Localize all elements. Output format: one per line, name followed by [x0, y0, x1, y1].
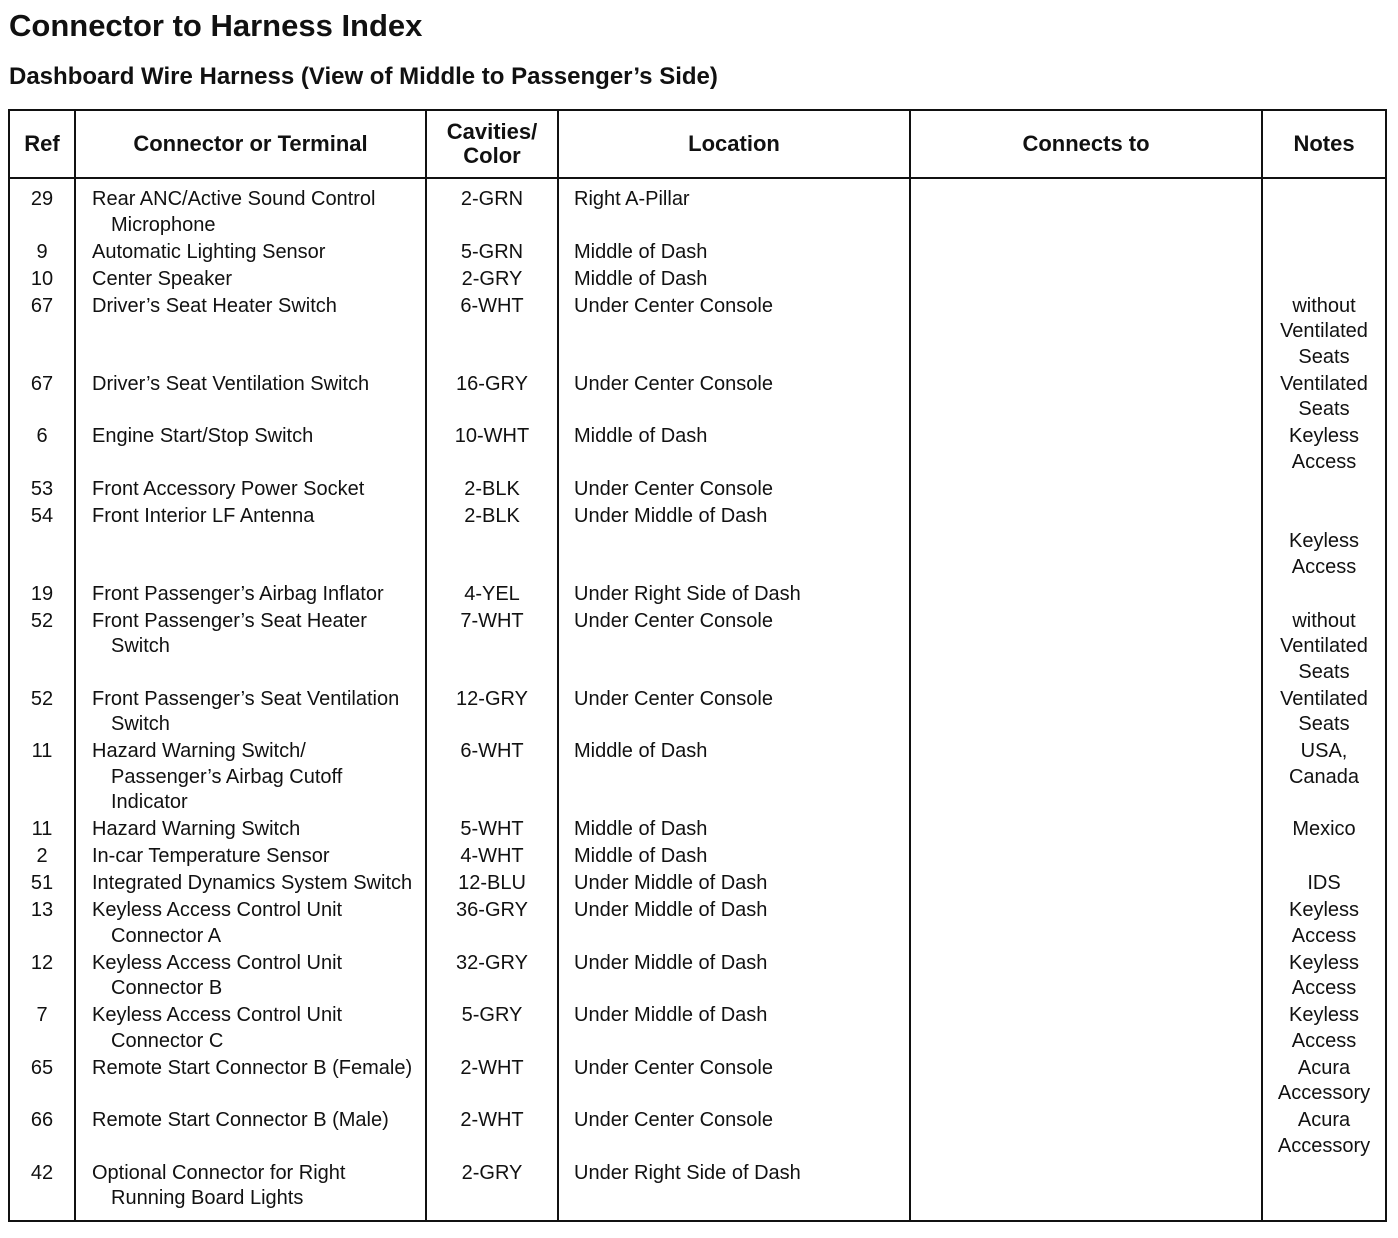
cell-location: Middle of Dash: [558, 424, 910, 477]
cell-connects-to: [910, 294, 1262, 372]
connector-name: Rear ANC/Active Sound Control Microphone: [92, 188, 376, 236]
cell-ref: 52: [30, 609, 54, 632]
notes-line: Keyless: [1288, 530, 1360, 552]
table-row: [9, 424, 1386, 477]
cell-notes: [1262, 294, 1386, 372]
connector-name: Hazard Warning Switch/ Passenger’s Airbag Cutoff Indicator: [92, 740, 343, 813]
table-row: [9, 1161, 1386, 1221]
cell-ref: 7: [36, 1004, 48, 1026]
cell-connects-to: [910, 178, 1262, 240]
cell-connector: [75, 844, 426, 871]
cell-connector: [75, 477, 426, 504]
notes-line: Accessory: [1277, 1082, 1371, 1104]
table-row: [9, 372, 1386, 425]
cell-cavities-color: 2-WHT: [426, 1108, 558, 1161]
cell-connector: [75, 817, 426, 844]
cell-notes: [1262, 951, 1386, 1004]
notes-line: Access: [1291, 977, 1357, 999]
cell-location: Under Center Console: [558, 372, 910, 425]
cell-connects-to: [910, 898, 1262, 951]
header-location: Location: [558, 110, 910, 178]
cell-notes: [1262, 609, 1386, 687]
table-row: [9, 1108, 1386, 1161]
connector-name: Driver’s Seat Ventilation Switch: [92, 372, 370, 395]
notes-line: Ventilated: [1280, 635, 1368, 657]
table-header-row: [9, 110, 1386, 178]
notes-line: Access: [1291, 924, 1357, 947]
table-row: [9, 739, 1386, 817]
cell-location: Right A-Pillar: [558, 178, 910, 240]
notes-line: Keyless: [1288, 425, 1360, 447]
cell-connects-to: [910, 504, 1262, 582]
table-row: [9, 817, 1386, 844]
cell-connector: [75, 504, 426, 582]
cell-cavities-color: 5-GRN: [426, 240, 558, 267]
table-row: [9, 504, 1386, 582]
notes-line: Acura: [1297, 1056, 1351, 1079]
notes-line: Accessory: [1277, 1134, 1371, 1157]
notes-line: Seats: [1298, 713, 1350, 735]
header-connects-to: Connects to: [910, 110, 1262, 178]
cell-location: Under Right Side of Dash: [558, 1161, 910, 1221]
table-row: [9, 844, 1386, 871]
cell-connector: [75, 424, 426, 477]
cell-notes: [1262, 178, 1386, 240]
notes-line: Acura: [1297, 1109, 1351, 1131]
cell-connector: [75, 240, 426, 267]
cell-ref: 10: [30, 267, 54, 290]
table-row: [9, 294, 1386, 372]
cell-notes: [1262, 687, 1386, 740]
cell-notes: [1262, 1003, 1386, 1056]
cell-ref: 13: [30, 899, 54, 921]
cell-notes: [1262, 424, 1386, 477]
connector-name: Front Passenger’s Seat Ventilation Switch: [92, 687, 400, 735]
cell-notes: [1262, 240, 1386, 267]
cell-ref: 67: [30, 294, 54, 317]
cell-connects-to: [910, 817, 1262, 844]
cell-notes: [1262, 844, 1386, 871]
cell-notes: [1262, 1056, 1386, 1109]
cell-notes: Mexico: [1262, 817, 1386, 844]
cell-notes: [1262, 504, 1386, 582]
cell-cavities-color: 16-GRY: [426, 372, 558, 425]
header-notes: Notes: [1262, 110, 1386, 178]
table-row: [9, 951, 1386, 1004]
cell-location: Under Center Console: [558, 294, 910, 372]
notes-line: Keyless: [1288, 951, 1360, 974]
cell-connector: [75, 687, 426, 740]
cell-cavities-color: 12-BLU: [426, 871, 558, 898]
cell-ref: 2: [36, 845, 48, 867]
cell-ref: 53: [30, 477, 54, 500]
cell-cavities-color: 2-BLK: [426, 477, 558, 504]
cell-cavities-color: 10-WHT: [426, 424, 558, 477]
cell-ref: 66: [30, 1109, 54, 1131]
notes-line: Seats: [1298, 345, 1350, 368]
cell-ref: 51: [30, 872, 54, 894]
cell-ref: 42: [30, 1161, 54, 1184]
connector-name: Remote Start Connector B (Female): [92, 1056, 413, 1079]
connector-name: In-car Temperature Sensor: [92, 845, 330, 867]
connector-name: Remote Start Connector B (Male): [92, 1109, 389, 1131]
cell-connector: [75, 739, 426, 817]
cell-connects-to: [910, 477, 1262, 504]
cell-notes: [1262, 372, 1386, 425]
connector-name: Front Accessory Power Socket: [92, 477, 365, 500]
cell-notes: [1262, 739, 1386, 817]
notes-line: USA,: [1300, 740, 1348, 762]
cell-location: Under Center Console: [558, 1056, 910, 1109]
cell-connects-to: [910, 582, 1262, 609]
cell-connects-to: [910, 739, 1262, 817]
cell-connects-to: [910, 871, 1262, 898]
cell-ref: 54: [30, 504, 54, 527]
cell-cavities-color: 2-GRY: [426, 267, 558, 294]
cell-ref: 12: [30, 951, 54, 974]
cell-notes: [1262, 477, 1386, 504]
cell-connects-to: [910, 951, 1262, 1004]
cell-ref: 29: [30, 188, 54, 210]
cell-location: Middle of Dash: [558, 844, 910, 871]
cell-location: Middle of Dash: [558, 240, 910, 267]
notes-line: Seats: [1298, 398, 1350, 420]
cell-connects-to: [910, 267, 1262, 294]
cell-location: Under Center Console: [558, 477, 910, 504]
cell-cavities-color: 7-WHT: [426, 609, 558, 687]
table-row: [9, 871, 1386, 898]
cell-ref: 11: [31, 740, 53, 762]
cell-connects-to: [910, 240, 1262, 267]
table-row: [9, 609, 1386, 687]
cell-connects-to: [910, 1108, 1262, 1161]
connector-name: Front Interior LF Antenna: [92, 504, 315, 527]
connector-name: Automatic Lighting Sensor: [92, 240, 326, 263]
notes-line: Keyless: [1288, 899, 1360, 921]
page-title: Connector to Harness Index: [9, 8, 423, 43]
cell-connector: [75, 898, 426, 951]
cell-location: Under Middle of Dash: [558, 898, 910, 951]
cell-ref: 11: [31, 818, 53, 840]
connector-name: Front Passenger’s Airbag Inflator: [92, 582, 384, 605]
connector-name: Keyless Access Control Unit Connector C: [92, 1004, 343, 1052]
cell-connects-to: [910, 844, 1262, 871]
table-row: [9, 240, 1386, 267]
cell-cavities-color: 4-WHT: [426, 844, 558, 871]
connector-name: Engine Start/Stop Switch: [92, 425, 314, 447]
cell-notes: IDS: [1262, 871, 1386, 898]
notes-line: Keyless: [1288, 1004, 1360, 1026]
cell-connector: [75, 951, 426, 1004]
cell-ref: 9: [36, 240, 48, 263]
connector-name: Center Speaker: [92, 267, 233, 290]
cell-cavities-color: 5-GRY: [426, 1003, 558, 1056]
cell-cavities-color: 6-WHT: [426, 739, 558, 817]
connector-name: Integrated Dynamics System Switch: [92, 872, 413, 894]
cell-connector: [75, 267, 426, 294]
cell-connector: [75, 609, 426, 687]
cell-notes: [1262, 1161, 1386, 1221]
cell-cavities-color: 12-GRY: [426, 687, 558, 740]
cell-connects-to: [910, 1003, 1262, 1056]
connector-name: Keyless Access Control Unit Connector B: [92, 951, 343, 999]
cell-cavities-color: 2-BLK: [426, 504, 558, 582]
cell-location: Under Middle of Dash: [558, 871, 910, 898]
cell-cavities-color: 36-GRY: [426, 898, 558, 951]
notes-line: Ventilated: [1280, 687, 1368, 710]
cell-location: Middle of Dash: [558, 267, 910, 294]
cell-connector: [75, 1056, 426, 1109]
cell-location: Middle of Dash: [558, 739, 910, 817]
cell-location: Under Right Side of Dash: [558, 582, 910, 609]
cell-location: Under Center Console: [558, 609, 910, 687]
cell-ref: 67: [30, 372, 54, 395]
table-row: [9, 687, 1386, 740]
cell-notes: [1262, 898, 1386, 951]
connector-name: Hazard Warning Switch: [92, 818, 301, 840]
table-row: [9, 267, 1386, 294]
notes-line: Canada: [1288, 765, 1360, 788]
cell-notes: [1262, 582, 1386, 609]
cell-location: Under Center Console: [558, 687, 910, 740]
table-row: [9, 178, 1386, 240]
header-cavities-line1: Cavities/: [446, 119, 538, 144]
notes-line: without: [1292, 294, 1356, 317]
cell-cavities-color: 6-WHT: [426, 294, 558, 372]
cell-notes: [1262, 1108, 1386, 1161]
table-row: [9, 477, 1386, 504]
notes-line: without: [1292, 609, 1356, 632]
cell-connector: [75, 582, 426, 609]
cell-notes: [1262, 267, 1386, 294]
notes-line: Ventilated: [1280, 372, 1368, 395]
notes-line: Access: [1291, 1029, 1357, 1052]
cell-cavities-color: 32-GRY: [426, 951, 558, 1004]
cell-connector: [75, 294, 426, 372]
cell-ref: 19: [30, 582, 54, 605]
cell-ref: 6: [36, 425, 48, 447]
cell-ref: 65: [30, 1056, 54, 1079]
cell-connects-to: [910, 372, 1262, 425]
cell-cavities-color: 2-GRY: [426, 1161, 558, 1221]
cell-connects-to: [910, 687, 1262, 740]
connector-index-table: [8, 109, 1387, 1222]
notes-line: [1267, 504, 1381, 530]
table-row: [9, 1056, 1386, 1109]
header-cavities: [426, 110, 558, 178]
connector-name: Driver’s Seat Heater Switch: [92, 294, 337, 317]
connector-name: Front Passenger’s Seat Heater Switch: [92, 609, 367, 657]
notes-line: Seats: [1298, 660, 1350, 683]
cell-connector: [75, 1161, 426, 1221]
connector-name: Optional Connector for Right Running Board Lights: [92, 1161, 346, 1209]
header-cavities-line2: Color: [463, 143, 521, 168]
cell-connector: [75, 372, 426, 425]
cell-connects-to: [910, 609, 1262, 687]
notes-line: Ventilated: [1280, 320, 1368, 342]
cell-connector: [75, 871, 426, 898]
header-connector: Connector or Terminal: [75, 110, 426, 178]
cell-cavities-color: 2-WHT: [426, 1056, 558, 1109]
cell-cavities-color: 4-YEL: [426, 582, 558, 609]
cell-location: Under Center Console: [558, 1108, 910, 1161]
cell-connector: [75, 178, 426, 240]
cell-ref: 52: [30, 687, 54, 710]
connector-name: Keyless Access Control Unit Connector A: [92, 899, 343, 947]
cell-location: Under Middle of Dash: [558, 951, 910, 1004]
cell-location: Under Middle of Dash: [558, 504, 910, 582]
table-row: [9, 1003, 1386, 1056]
cell-connects-to: [910, 1056, 1262, 1109]
table-row: [9, 582, 1386, 609]
cell-location: Under Middle of Dash: [558, 1003, 910, 1056]
notes-line: Access: [1291, 450, 1357, 473]
cell-connector: [75, 1003, 426, 1056]
cell-cavities-color: 2-GRN: [426, 178, 558, 240]
cell-connects-to: [910, 424, 1262, 477]
cell-connects-to: [910, 1161, 1262, 1221]
table-row: [9, 898, 1386, 951]
cell-location: Middle of Dash: [558, 817, 910, 844]
cell-connector: [75, 1108, 426, 1161]
cell-cavities-color: 5-WHT: [426, 817, 558, 844]
page-subtitle: Dashboard Wire Harness (View of Middle to Passenger’s Side): [9, 63, 718, 90]
header-ref: Ref: [9, 110, 75, 178]
notes-line: Access: [1291, 555, 1357, 578]
